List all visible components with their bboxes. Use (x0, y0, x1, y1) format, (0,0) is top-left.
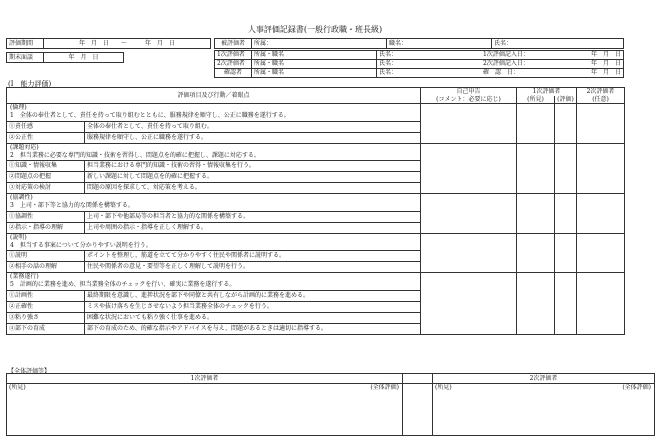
header-first-remark: (所見) (517, 96, 555, 104)
evaluator-row (215, 69, 624, 78)
item-label: ②相手の話の理解 (7, 262, 85, 273)
item-text: 担当業務における専門的知識・技術の習得・情報収集を行う。 (85, 161, 421, 172)
category-name: (倫理) (7, 104, 421, 113)
first-eval-cell[interactable] (555, 194, 577, 234)
evaluator-name[interactable]: 氏名： (377, 51, 482, 60)
category-row (7, 104, 625, 113)
item-label: ①知識・情報収集 (7, 161, 85, 172)
evaluator-dept[interactable]: 所属・職名 (252, 51, 377, 60)
header-self: 自己申告 (421, 88, 517, 96)
evaluator-date[interactable]: 年 月 日 (565, 60, 624, 69)
item-label: ①責任感 (7, 121, 85, 132)
evaluator-name[interactable]: 氏名： (377, 69, 482, 78)
first-eval-cell[interactable] (555, 273, 577, 335)
evaluator-role: 2次評価者 (215, 60, 252, 69)
evaluators-table (214, 50, 624, 78)
category-name: (協調性) (7, 194, 421, 203)
item-label: ①説明 (7, 251, 85, 262)
header-first: 1次評価者 (517, 88, 577, 96)
first-remark-cell[interactable] (517, 143, 555, 194)
item-label: ②問題点の把握 (7, 172, 85, 183)
first-eval-cell[interactable] (555, 233, 577, 273)
second-eval-cell[interactable] (577, 104, 625, 144)
first-remark-cell[interactable] (517, 104, 555, 144)
item-text: 困難な状況においても粘り強く仕事を進める。 (85, 312, 421, 323)
second-eval-cell[interactable] (577, 194, 625, 234)
item-text: 最終期限を意識し、進捗状況を部下や同僚と共有しながら計画的に業務を進める。 (85, 290, 421, 301)
evaluator-dept[interactable]: 所属・職名 (252, 60, 377, 69)
subject-dept[interactable]: 所属： (252, 39, 387, 49)
overall-first-remark: (所見) (9, 384, 26, 391)
end-interview-table (6, 52, 124, 63)
self-comment-cell[interactable] (421, 194, 517, 234)
first-remark-cell[interactable] (517, 273, 555, 335)
category-name: (課題対応) (7, 143, 421, 152)
item-text: 問題の原因を探求して、対応策を考える。 (85, 183, 421, 194)
period-label: 評価期間 (7, 39, 44, 49)
item-label: ③粘り強さ (7, 312, 85, 323)
category-desc: 2 担当業務に必要な専門的知識・技術を習得し、問題点を的確に把握し、課題に対応する。 (7, 152, 421, 161)
overall-second-header: 2次評価者 (433, 374, 655, 384)
item-text: 住民や関係者の意見・要望等を正しく理解して説明を行う。 (85, 262, 421, 273)
second-eval-cell[interactable] (577, 143, 625, 194)
overall-body-row (7, 384, 655, 436)
evaluator-row (215, 60, 624, 69)
self-comment-cell[interactable] (421, 273, 517, 335)
category-row (7, 143, 625, 152)
item-text: ミスや抜け落ちを生じさせないよう担当業務全体のチェックを行う。 (85, 301, 421, 312)
header-first-eval: (評価) (555, 96, 577, 104)
overall-first-eval-cell[interactable] (403, 384, 433, 436)
item-label: ①計画性 (7, 290, 85, 301)
category-row (7, 233, 625, 242)
item-label: ②正確性 (7, 301, 85, 312)
overall-second-cell[interactable] (433, 384, 655, 436)
evaluator-date-label: 確 認 日： (481, 69, 565, 78)
evaluator-date[interactable]: 年 月 日 (565, 69, 624, 78)
self-comment-cell[interactable] (421, 143, 517, 194)
item-label: ①協調性 (7, 211, 85, 222)
evaluation-table (6, 87, 625, 335)
end-interview-label: 期末面談 (7, 53, 44, 63)
item-label: ②公正性 (7, 132, 85, 143)
item-text: ポイントを整理し、筋道を立てて分かりやすく住民や関係者に説明する。 (85, 251, 421, 262)
overall-second-remark: (所見) (435, 384, 452, 391)
second-eval-cell[interactable] (577, 273, 625, 335)
evaluator-dept[interactable]: 所属・職名 (252, 69, 377, 78)
self-comment-cell[interactable] (421, 233, 517, 273)
category-name: (業務遂行) (7, 273, 421, 282)
second-eval-cell[interactable] (577, 233, 625, 273)
category-name: (説明) (7, 233, 421, 242)
first-eval-cell[interactable] (555, 143, 577, 194)
header-self-sub: (コメント：必要に応じ) (421, 96, 517, 104)
subject-label: 被評価者 (215, 39, 252, 49)
item-label: ②指示・指導の理解 (7, 222, 85, 233)
item-text: 部下の育成のため、的確な指示やアドバイスを与え、問題があるときは適切に指導する。 (85, 323, 421, 334)
item-text: 服務規律を順守し、公正に職務を遂行する。 (85, 132, 421, 143)
period-value[interactable]: 年 月 日 ～ 年 月 日 (44, 39, 211, 49)
evaluator-date-label: 2次評価記入日： (481, 60, 565, 69)
period-table (6, 38, 211, 49)
overall-label: 【全体評価等】 (8, 368, 51, 375)
item-text: 新しい課題に対して問題点を的確に把握する。 (85, 172, 421, 183)
evaluator-row (215, 51, 624, 60)
end-interview-value[interactable]: 年 月 日 (44, 53, 124, 63)
evaluator-name[interactable]: 氏名： (377, 60, 482, 69)
overall-table (6, 373, 655, 436)
first-remark-cell[interactable] (517, 233, 555, 273)
first-remark-cell[interactable] (517, 194, 555, 234)
subject-table (214, 38, 624, 49)
category-row (7, 273, 625, 282)
overall-second-eval: (全体評価) (622, 384, 651, 391)
category-desc: 4 担当する事案について分かりやすい説明を行う。 (7, 242, 421, 251)
evaluator-date-label: 1次評価記入日： (481, 51, 565, 60)
category-desc: 3 上司・部下等と協力的な関係を構築する。 (7, 202, 421, 211)
overall-first-cell[interactable] (7, 384, 403, 436)
subject-post[interactable]: 職名： (387, 39, 492, 49)
category-desc: 5 計画的に業務を進め、担当業務全体のチェックを行い、確実に業務を遂行する。 (7, 281, 421, 290)
header-items: 評価項目及び行動／着眼点 (7, 88, 421, 104)
evaluator-role: 確認者 (215, 69, 252, 78)
item-label: ③対応策の検討 (7, 183, 85, 194)
overall-first-header: 1次評価者 (7, 374, 403, 384)
item-text: 上司や周囲の指示・指導を正しく理解する。 (85, 222, 421, 233)
item-label: ④部下の育成 (7, 323, 85, 334)
evaluator-role: 1次評価者 (215, 51, 252, 60)
page-title: 人事評価記録書(一般行政職・班長級) (247, 25, 383, 34)
item-text: 上司・部下や他部局等の担当者と協力的な関係を構築する。 (85, 211, 421, 222)
overall-header-row (7, 374, 655, 384)
header-second: 2次評価者 (577, 88, 625, 96)
category-row (7, 194, 625, 203)
first-eval-cell[interactable] (555, 104, 577, 144)
evaluator-date[interactable]: 年 月 日 (565, 51, 624, 60)
header-row (7, 88, 625, 96)
category-desc: 1 全体の奉仕者として、責任を持って取り組むとともに、服務規律を順守し、公正に職務を遂行する。 (7, 112, 421, 121)
item-text: 全体の奉仕者として、責任を持って取り組む。 (85, 121, 421, 132)
header-second-sub: (任意) (577, 96, 625, 104)
overall-first-eval: (全体評価) (370, 384, 399, 391)
subject-name[interactable]: 氏名： (492, 39, 624, 49)
section-label: (Ⅰ 能力評価) (8, 80, 52, 88)
self-comment-cell[interactable] (421, 104, 517, 144)
